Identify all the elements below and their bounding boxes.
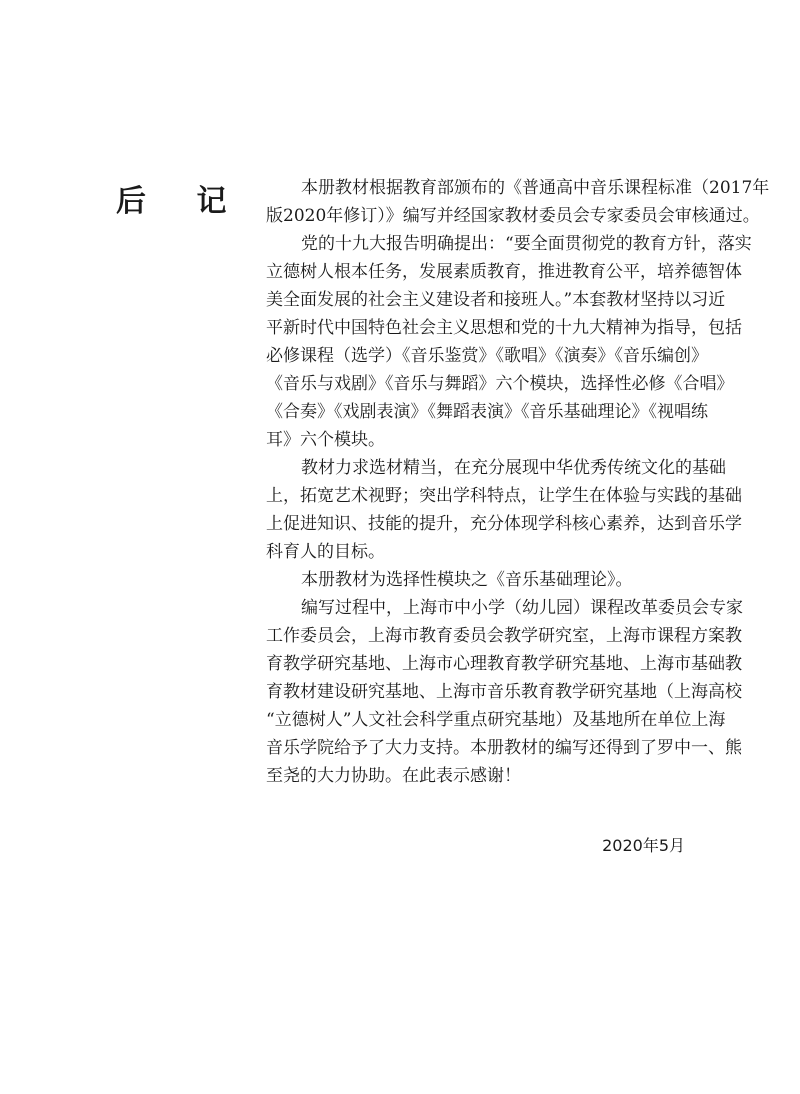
paragraph-line: 编写过程中，上海市中小学（幼儿园）课程改革委员会专家 <box>301 598 743 618</box>
paragraph-line: 平新时代中国特色社会主义思想和党的十九大精神为指导，包括 <box>266 318 742 338</box>
paragraph <box>266 230 752 454</box>
paragraph-line: 《音乐与戏剧》《音乐与舞蹈》六个模块，选择性必修《合唱》 <box>266 374 734 394</box>
paragraph-line: 本册教材根据教育部颁布的《普通高中音乐课程标准（2017年 <box>301 178 770 198</box>
paragraph <box>266 566 686 594</box>
paragraph-line: 至尧的大力协助。在此表示感谢！ <box>266 766 521 786</box>
paragraph-line: 党的十九大报告明确提出：“要全面贯彻党的教育方针，落实 <box>301 234 752 254</box>
paragraph-line: 版2020年修订）》编写并经国家教材委员会专家委员会审核通过。 <box>266 206 760 226</box>
paragraph <box>266 174 770 230</box>
paragraph <box>266 594 743 790</box>
paragraph-line: 本册教材为选择性模块之《音乐基础理论》。 <box>301 570 633 590</box>
paragraph-line: 《合奏》《戏剧表演》《舞蹈表演》《音乐基础理论》《视唱练 <box>266 402 708 422</box>
paragraph-line: 上促进知识、技能的提升，充分体现学科核心素养，达到音乐学 <box>266 514 742 534</box>
paragraph-line: “立德树人”人文社会科学重点研究基地）及基地所在单位上海 <box>266 710 726 730</box>
paragraph-line: 音乐学院给予了大力支持。本册教材的编写还得到了罗中一、熊 <box>266 738 742 758</box>
paragraph <box>266 454 742 566</box>
paragraph-line: 必修课程（选学）《音乐鉴赏》《歌唱》《演奏》《音乐编创》 <box>266 346 708 366</box>
paragraph-line: 上，拓宽艺术视野；突出学科特点，让学生在体验与实践的基础 <box>266 486 742 506</box>
paragraph-line: 育教材建设研究基地、上海市音乐教育教学研究基地（上海高校 <box>266 682 742 702</box>
paragraph-line: 美全面发展的社会主义建设者和接班人。”本套教材坚持以习近 <box>266 290 726 310</box>
paragraph-line: 工作委员会，上海市教育委员会教学研究室，上海市课程方案教 <box>266 626 742 646</box>
paragraph-line: 立德树人根本任务，发展素质教育，推进教育公平，培养德智体 <box>266 262 742 282</box>
body-text <box>266 174 770 790</box>
paragraph-line: 教材力求选材精当，在充分展现中华优秀传统文化的基础 <box>301 458 726 478</box>
date-signature: 2020年5月 <box>602 836 685 855</box>
paragraph-line: 科育人的目标。 <box>266 542 385 562</box>
page-title: 后 记 <box>116 184 247 219</box>
paragraph-line: 育教学研究基地、上海市心理教育教学研究基地、上海市基础教 <box>266 654 742 674</box>
paragraph-line: 耳》六个模块。 <box>266 430 385 450</box>
